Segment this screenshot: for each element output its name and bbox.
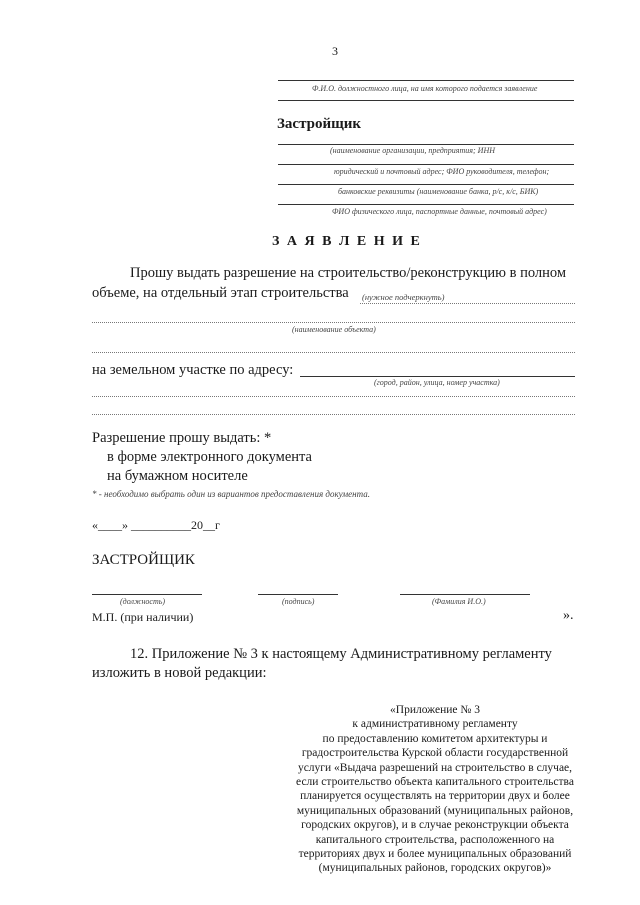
land-address-line bbox=[300, 376, 575, 377]
item12-line-2: изложить в новой редакции: bbox=[92, 665, 267, 681]
address-label: на земельном участке по адресу: bbox=[92, 362, 294, 378]
appendix-line: по предоставлению комитетом архитектуры и bbox=[322, 732, 548, 745]
footnote: * - необходимо выбрать один из вариантов предоставления документа. bbox=[92, 489, 370, 499]
address-line bbox=[278, 164, 574, 165]
caption-position: (должность) bbox=[120, 597, 166, 606]
land-line-3 bbox=[92, 414, 575, 415]
caption-applicant: Ф.И.О. должностного лица, на имя которого подается заявление bbox=[312, 84, 538, 93]
appendix-line: «Приложение № 3 bbox=[390, 704, 480, 716]
caption-address: юридический и почтовый адрес; ФИО руководителя, телефон; bbox=[334, 167, 550, 176]
appendix-line: капитального строительства, расположенного на bbox=[315, 833, 555, 846]
position-line bbox=[92, 594, 202, 595]
permit-label: Разрешение прошу выдать: * bbox=[92, 430, 272, 446]
person-line bbox=[278, 204, 574, 205]
option-electronic: в форме электронного документа bbox=[107, 449, 312, 465]
caption-city: (город, район, улица, номер участка) bbox=[374, 378, 500, 387]
object-line-2 bbox=[92, 352, 575, 353]
appendix-line: планируется осуществлять на территории двух и более bbox=[300, 790, 570, 803]
request-line-2: объеме, на отдельный этап строительства bbox=[92, 285, 349, 301]
appendix-line: к административному регламенту bbox=[352, 718, 518, 731]
caption-name: (Фамилия И.О.) bbox=[432, 597, 486, 606]
item12-line-1: 12. Приложение № 3 к настоящему Административному регламенту bbox=[130, 646, 552, 662]
appendix-line: (муниципальных районов, городских округов)» bbox=[318, 862, 552, 875]
name-line bbox=[400, 594, 530, 595]
applicant-name-line bbox=[278, 80, 574, 81]
land-line-2 bbox=[92, 396, 575, 397]
stage-line bbox=[360, 303, 575, 304]
appendix-line: территориях двух и более муниципальных образований bbox=[298, 848, 572, 861]
applicant-extra-line bbox=[278, 100, 574, 101]
appendix-block bbox=[280, 703, 590, 876]
stamp-note: М.П. (при наличии) bbox=[92, 610, 194, 624]
caption-signature: (подпись) bbox=[282, 597, 315, 606]
caption-object: (наименование объекта) bbox=[292, 325, 376, 334]
developer-title: Застройщик bbox=[277, 116, 362, 132]
caption-underline: (нужное подчеркнуть) bbox=[362, 292, 445, 302]
bank-line bbox=[278, 184, 574, 185]
document-title: З А Я В Л Е Н И Е bbox=[272, 234, 422, 249]
appendix-line: муниципальных образований (муниципальных районов, bbox=[296, 804, 574, 817]
page-number: 3 bbox=[332, 44, 338, 58]
object-line bbox=[92, 322, 575, 323]
developer-caps: ЗАСТРОЙЩИК bbox=[92, 552, 195, 568]
date-field: «____» __________20__г bbox=[92, 518, 220, 532]
caption-org: (наименование организации, предприятия; ИНН bbox=[330, 146, 496, 155]
caption-bank: банковские реквизиты (наименование банка, р/с, к/с, БИК) bbox=[338, 187, 539, 196]
appendix-line: услуги «Выдача разрешений на строительство в случае, bbox=[297, 761, 573, 774]
org-line bbox=[278, 144, 574, 145]
caption-person: ФИО физического лица, паспортные данные, почтовый адрес) bbox=[332, 207, 547, 216]
appendix-line: градостроительства Курской области государственной bbox=[301, 747, 569, 760]
signature-line bbox=[258, 594, 338, 595]
appendix-line: городских округов), и в случае реконструкции объекта bbox=[301, 819, 569, 832]
close-quote: ». bbox=[563, 608, 574, 623]
appendix-line: если строительство объекта капитального строительства bbox=[296, 776, 574, 789]
request-line-1: Прошу выдать разрешение на строительство/реконструкцию в полном bbox=[130, 265, 567, 281]
option-paper: на бумажном носителе bbox=[107, 468, 248, 484]
